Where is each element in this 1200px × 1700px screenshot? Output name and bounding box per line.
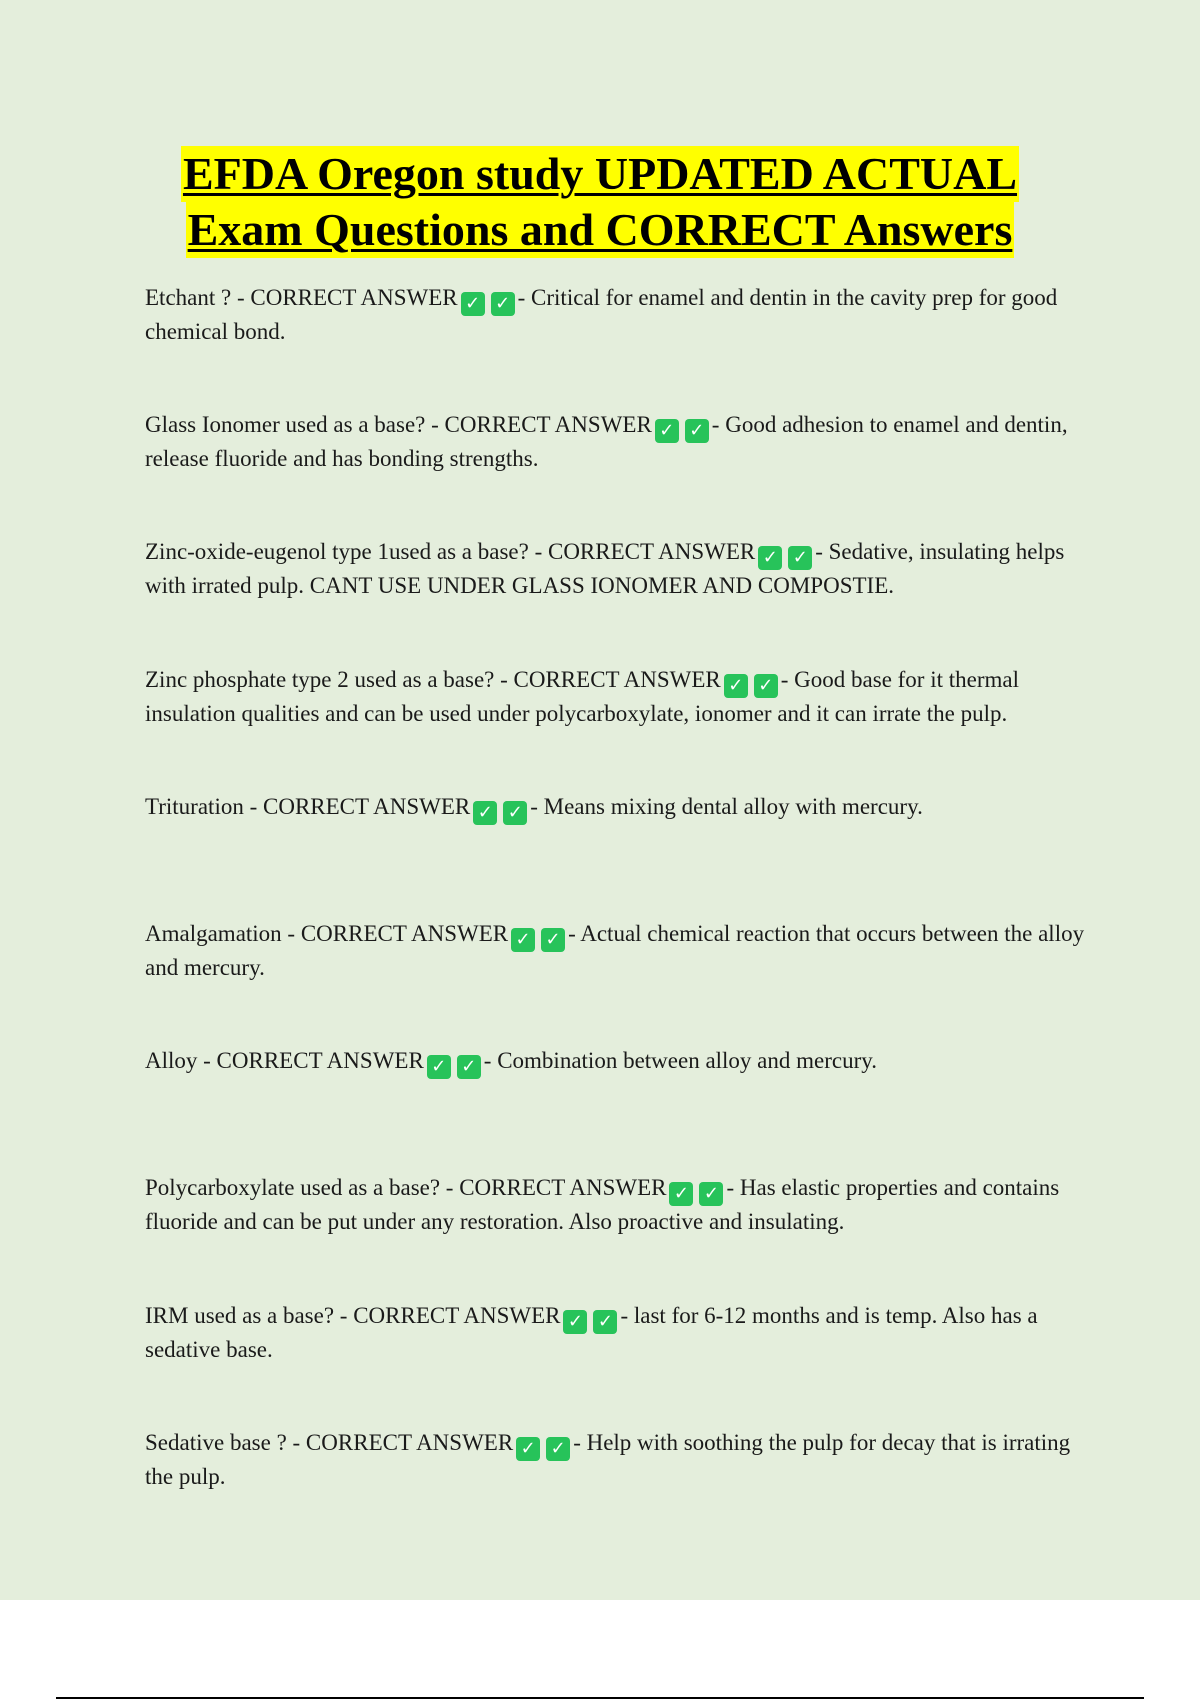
check-box-icon: ✓ xyxy=(511,928,535,952)
check-box-icon: ✓ xyxy=(699,1182,723,1206)
page-title xyxy=(0,146,1200,258)
qa-item xyxy=(145,1300,1090,1427)
title-line-2: Exam Questions and CORRECT Answers xyxy=(186,202,1015,258)
qa-item xyxy=(145,282,1090,409)
check-box-icon: ✓ xyxy=(503,801,527,825)
qa-item xyxy=(145,1045,1090,1172)
answer-text: - Sedative, insulating helps with irrated pulp. CANT USE UNDER GLASS IONOMER AND COMPOSTIE. xyxy=(145,539,1065,599)
check-box-icon: ✓ xyxy=(427,1055,451,1079)
check-box-icon: ✓ xyxy=(593,1310,617,1334)
check-box-icon: ✓ xyxy=(541,928,565,952)
question-text: Polycarboxylate used as a base? - CORRECT ANSWER xyxy=(145,1175,667,1201)
answer-text: - Good base for it thermal insulation qualities and can be used under polycarboxylate, ionomer and it can irrate the pulp. xyxy=(145,666,1019,726)
answer-text: - Has elastic properties and contains fluoride and can be put under any restoration. Also proactive and insulating. xyxy=(145,1175,1060,1235)
qa-item xyxy=(145,791,1090,918)
question-text: Trituration - CORRECT ANSWER xyxy=(145,793,471,819)
answer-text: - Actual chemical reaction that occurs between the alloy and mercury. xyxy=(145,920,1085,980)
qa-item xyxy=(145,409,1090,536)
answer-text: - Critical for enamel and dentin in the cavity prep for good chemical bond. xyxy=(145,285,1058,344)
check-box-icon: ✓ xyxy=(669,1182,693,1206)
answer-text: - last for 6-12 months and is temp. Also has a sedative base. xyxy=(145,1302,1038,1362)
check-box-icon: ✓ xyxy=(457,1055,481,1079)
question-text: Glass Ionomer used as a base? - CORRECT ANSWER xyxy=(145,412,652,438)
qa-item xyxy=(145,918,1090,1045)
answer-text: - Help with soothing the pulp for decay that is irrating the pulp. xyxy=(145,1429,1071,1489)
check-box-icon: ✓ xyxy=(563,1310,587,1334)
qa-item xyxy=(145,1172,1090,1299)
question-text: Zinc phosphate type 2 used as a base? - CORRECT ANSWER xyxy=(145,666,721,692)
check-box-icon: ✓ xyxy=(758,546,782,570)
qa-item xyxy=(145,536,1090,663)
footer-divider xyxy=(56,1697,1144,1699)
check-box-icon: ✓ xyxy=(461,292,485,316)
title-line-1: EFDA Oregon study UPDATED ACTUAL xyxy=(181,146,1019,202)
answer-text: - Good adhesion to enamel and dentin, release fluoride and has bonding strengths. xyxy=(145,412,1068,472)
qa-item xyxy=(145,1427,1090,1554)
check-box-icon: ✓ xyxy=(473,801,497,825)
check-box-icon: ✓ xyxy=(491,292,515,316)
question-text: IRM used as a base? - CORRECT ANSWER xyxy=(145,1302,561,1328)
question-text: Sedative base ? - CORRECT ANSWER xyxy=(145,1429,514,1455)
qa-item xyxy=(145,664,1090,791)
answer-text: - Means mixing dental alloy with mercury. xyxy=(530,793,923,819)
check-box-icon: ✓ xyxy=(754,674,778,698)
answer-text: - Combination between alloy and mercury. xyxy=(483,1048,878,1074)
check-box-icon: ✓ xyxy=(788,546,812,570)
check-box-icon: ✓ xyxy=(724,674,748,698)
question-text: Etchant ? - CORRECT ANSWER xyxy=(145,285,458,310)
question-text: Alloy - CORRECT ANSWER xyxy=(145,1048,424,1074)
check-box-icon: ✓ xyxy=(546,1437,570,1461)
qa-list xyxy=(145,282,1090,1554)
check-box-icon: ✓ xyxy=(685,419,709,443)
question-text: Amalgamation - CORRECT ANSWER xyxy=(145,920,509,946)
check-box-icon: ✓ xyxy=(655,419,679,443)
check-box-icon: ✓ xyxy=(516,1437,540,1461)
question-text: Zinc-oxide-eugenol type 1used as a base? - CORRECT ANSWER xyxy=(145,539,756,565)
